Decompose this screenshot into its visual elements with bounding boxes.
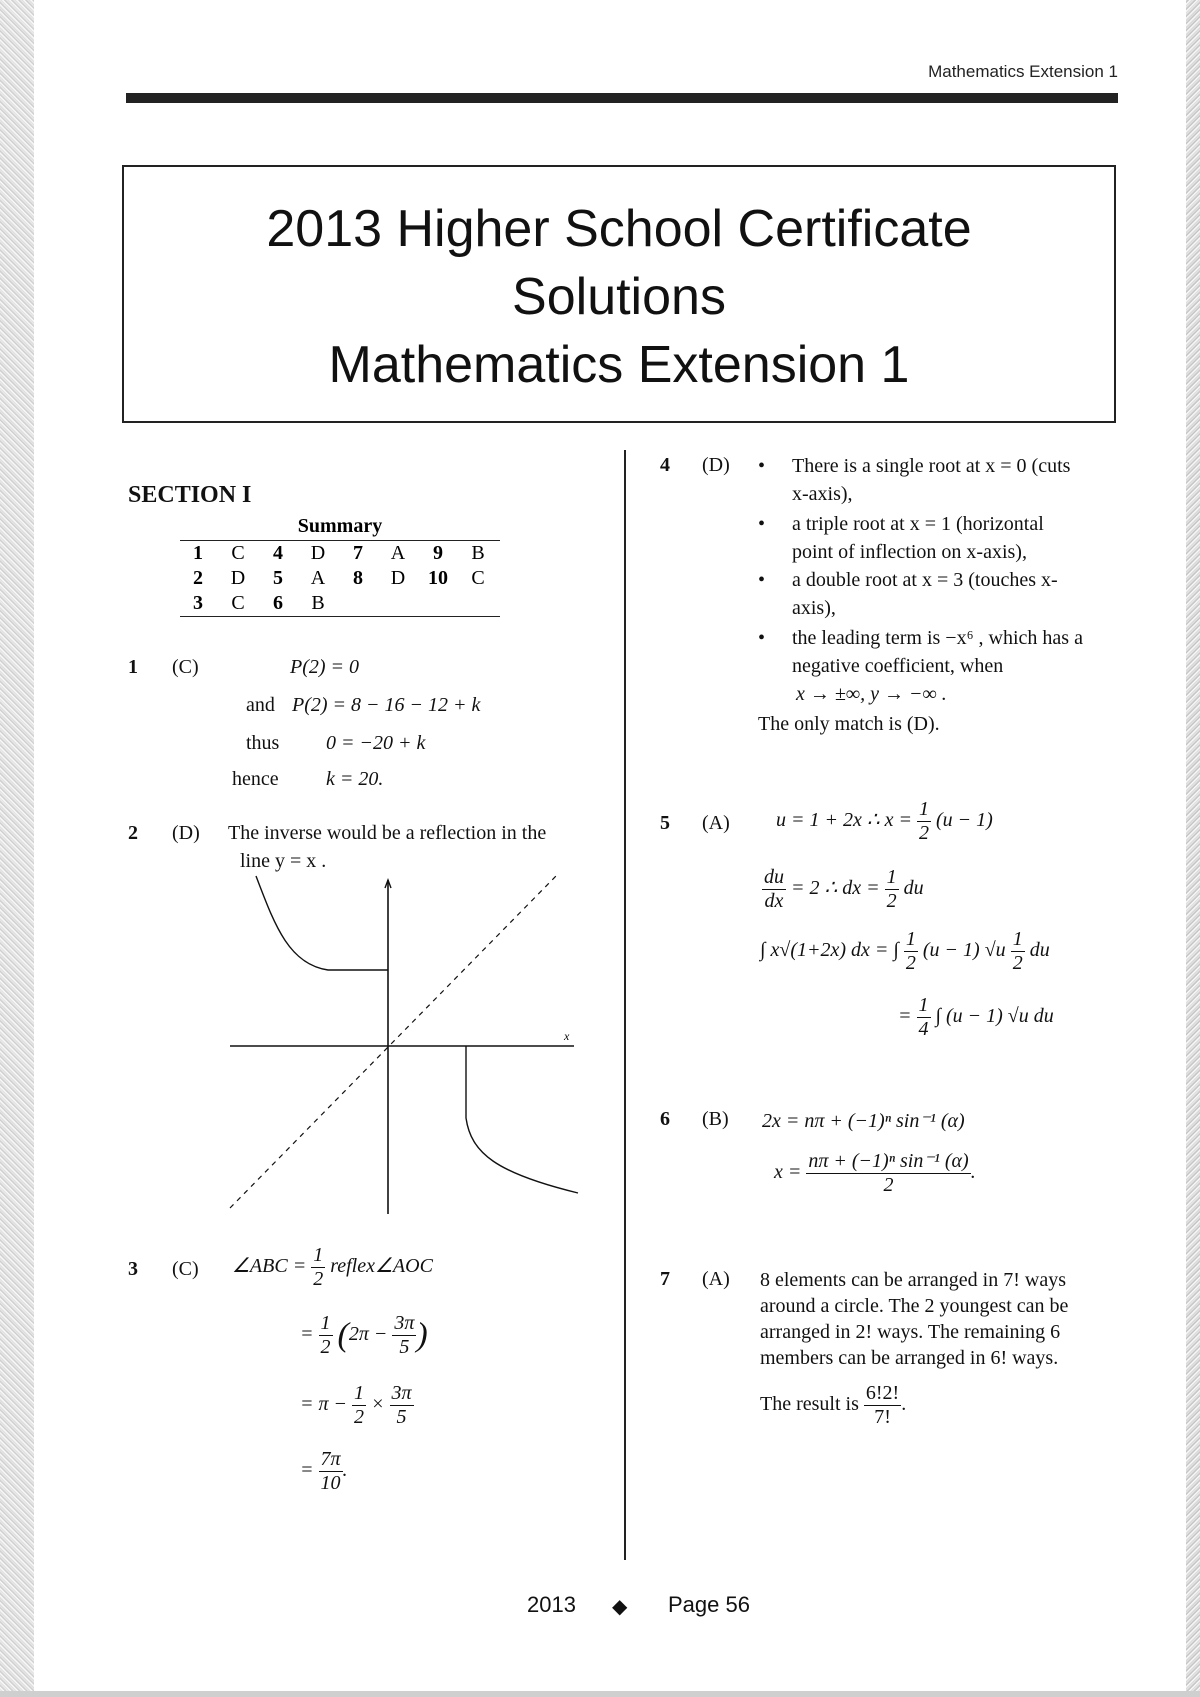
frac-num: 1 <box>313 1244 324 1266</box>
frac-num: 1 <box>905 928 916 950</box>
summary-q <box>420 591 456 617</box>
summary-q: 1 <box>193 542 203 564</box>
q2-answer: (D) <box>172 822 200 844</box>
frac-den: 2 <box>918 822 929 844</box>
footer-page: Page 56 <box>668 1592 750 1617</box>
q4-bullet-4c: x → ±∞, y → −∞ . <box>796 683 947 705</box>
q7-text-3: arranged in 2! ways. The remaining 6 <box>760 1321 1061 1343</box>
frac-num: 1 <box>354 1382 365 1404</box>
q3-reflex: reflex∠AOC <box>330 1255 433 1278</box>
title-line-2: Solutions <box>512 268 726 326</box>
frac-den: 2 <box>1012 952 1023 974</box>
summary-q <box>340 591 376 617</box>
q2-text-1: The inverse would be a reflection in the <box>228 822 547 844</box>
bullet-icon: • <box>758 455 766 477</box>
title-line-3: Mathematics Extension 1 <box>328 336 910 394</box>
table-row <box>180 566 500 591</box>
q1-line-3: 0 = −20 + k <box>326 732 426 754</box>
summary-a: D <box>230 567 246 589</box>
summary-q: 7 <box>353 542 363 564</box>
frac-den: 10 <box>320 1472 341 1494</box>
q3-line-3 <box>300 1382 414 1429</box>
summary-a: C <box>216 591 260 617</box>
q2-number: 2 <box>128 822 138 844</box>
frac-den: 5 <box>396 1406 407 1428</box>
summary-a: D <box>310 542 326 564</box>
q1-line-1: P(2) = 0 <box>290 656 360 678</box>
title-line-1: 2013 Higher School Certificate <box>266 200 972 258</box>
q5-sub-right: (u − 1) <box>935 809 993 832</box>
frac-num: 1 <box>886 866 897 888</box>
period: . <box>970 1161 976 1184</box>
q4-bullet-3a: a double root at x = 3 (touches x- <box>792 569 1058 591</box>
q5-integrand: (u − 1) √u <box>922 939 1006 962</box>
q4-number: 4 <box>660 454 670 476</box>
q1-line-4: k = 20. <box>326 768 384 790</box>
q1-label-and: and <box>246 694 275 716</box>
q5-line-2 <box>762 866 924 913</box>
fraction <box>864 1382 901 1429</box>
q7-answer: (A) <box>702 1268 730 1290</box>
q1-answer: (C) <box>172 656 199 678</box>
header-rule <box>126 93 1118 103</box>
summary-table <box>180 515 500 617</box>
q6-line-1: 2x = nπ + (−1)ⁿ sin⁻¹ (α) <box>762 1110 965 1132</box>
fraction <box>904 928 918 975</box>
diamond-icon: ◆ <box>612 1596 628 1618</box>
frac-num: 1 <box>918 798 929 820</box>
q5-du: du <box>1029 939 1050 962</box>
q4-bullet-2a: a triple root at x = 1 (horizontal <box>792 513 1044 535</box>
q1-label-hence: hence <box>232 768 279 790</box>
frac-den: 2 <box>320 1336 331 1358</box>
frac-num: 6!2! <box>865 1382 900 1404</box>
bullet-icon: • <box>758 513 766 535</box>
q7-result <box>760 1382 906 1429</box>
q5-result: ∫ (u − 1) √u du <box>935 1005 1054 1028</box>
q5-answer: (A) <box>702 812 730 834</box>
q7-text-1: 8 elements can be arranged in 7! ways <box>760 1269 1066 1291</box>
frac-num: 1 <box>918 994 929 1016</box>
q3-pi-minus: = π − <box>300 1393 348 1416</box>
summary-a: A <box>310 567 326 589</box>
frac-num: 1 <box>320 1312 331 1334</box>
summary-q: 8 <box>353 567 363 589</box>
summary-a <box>376 591 420 617</box>
frac-num: 3π <box>394 1312 415 1334</box>
times: × <box>371 1393 385 1416</box>
frac-num: du <box>764 866 784 888</box>
q4-bullet-3b: axis), <box>792 597 836 619</box>
scan-edge-right <box>1186 0 1200 1697</box>
q4-bullet-4a: the leading term is −x⁶ , which has a <box>792 627 1083 649</box>
frac-den: dx <box>764 890 784 912</box>
q5-line-4 <box>898 994 1054 1041</box>
x-axis-label: x <box>564 1029 570 1043</box>
fraction <box>762 866 786 913</box>
q5-number: 5 <box>660 812 670 834</box>
fraction <box>352 1382 366 1429</box>
q6-line-2 <box>774 1150 976 1197</box>
q2-graph <box>226 868 592 1214</box>
q2-text-2: line y = x . <box>240 850 327 872</box>
equals: = <box>300 1323 314 1346</box>
section-heading: SECTION I <box>128 482 252 508</box>
frac-den: 7! <box>874 1406 891 1428</box>
q5-line-3 <box>760 928 1050 975</box>
q7-number: 7 <box>660 1268 670 1290</box>
fraction <box>917 994 931 1041</box>
equals: = <box>898 1005 912 1028</box>
fraction <box>392 1312 416 1359</box>
q1-label-thus: thus <box>246 732 280 754</box>
q3-line-1 <box>232 1244 433 1291</box>
fraction <box>806 1150 970 1197</box>
q7-text-4: members can be arranged in 6! ways. <box>760 1347 1059 1369</box>
fraction <box>917 798 931 845</box>
curve-upper-left <box>256 876 388 970</box>
q4-bullet-2b: point of inflection on x-axis), <box>792 541 1027 563</box>
summary-a: C <box>471 567 485 589</box>
column-divider <box>624 450 626 1560</box>
q5-du: du <box>903 877 924 900</box>
q6-answer: (B) <box>702 1108 729 1130</box>
summary-q: 5 <box>273 567 283 589</box>
q4-answer: (D) <box>702 454 730 476</box>
summary-a: A <box>390 542 406 564</box>
q7-text-2: around a circle. The 2 youngest can be <box>760 1295 1069 1317</box>
q4-bullet-4b: negative coefficient, when <box>792 655 1004 677</box>
q5-integral: ∫ x√(1+2x) dx = ∫ <box>760 939 899 962</box>
bullet-icon: • <box>758 627 766 649</box>
summary-a: D <box>390 567 406 589</box>
q3-inner: 2π − <box>348 1323 388 1346</box>
title-box <box>122 165 1116 423</box>
frac-num: nπ + (−1)ⁿ sin⁻¹ (α) <box>808 1150 969 1172</box>
frac-num: 1 <box>1012 928 1023 950</box>
footer-year: 2013 <box>527 1592 576 1617</box>
summary-q: 6 <box>260 591 296 617</box>
frac-den: 2 <box>354 1406 365 1428</box>
fraction <box>885 866 899 913</box>
frac-den: 5 <box>399 1336 410 1358</box>
frac-den: 2 <box>905 952 916 974</box>
scan-edge-bottom <box>0 1691 1200 1697</box>
summary-a <box>456 591 500 617</box>
frac-den: 4 <box>918 1018 929 1040</box>
equals: = <box>300 1459 314 1482</box>
q4-bullet-1b: x-axis), <box>792 483 853 505</box>
table-row <box>180 591 500 617</box>
q1-number: 1 <box>128 656 138 678</box>
summary-a: B <box>471 542 485 564</box>
bullet-icon: • <box>758 569 766 591</box>
q6-number: 6 <box>660 1108 670 1130</box>
q5-line-1 <box>776 798 993 845</box>
fraction <box>319 1312 333 1359</box>
fraction <box>319 1448 343 1495</box>
fraction <box>311 1244 325 1291</box>
summary-a: B <box>296 591 340 617</box>
table-row <box>180 541 500 567</box>
summary-q: 9 <box>433 542 443 564</box>
summary-q: 3 <box>180 591 216 617</box>
fraction <box>1011 928 1025 975</box>
q3-lhs: ∠ABC = <box>232 1255 307 1278</box>
running-header: Mathematics Extension 1 <box>928 62 1118 81</box>
frac-den: 2 <box>886 890 897 912</box>
q6-x-equals: x = <box>774 1161 802 1184</box>
frac-num: 3π <box>391 1382 412 1404</box>
q3-number: 3 <box>128 1258 138 1280</box>
curve-lower-right <box>466 1046 578 1193</box>
frac-den: 2 <box>883 1174 894 1196</box>
summary-q: 2 <box>193 567 203 589</box>
q1-line-2: P(2) = 8 − 16 − 12 + k <box>292 694 481 716</box>
summary-caption: Summary <box>180 515 500 541</box>
scan-edge-left <box>0 0 34 1697</box>
period: . <box>901 1393 907 1416</box>
summary-q: 4 <box>273 542 283 564</box>
summary-q: 10 <box>428 567 448 589</box>
q7-result-label: The result is <box>760 1393 859 1416</box>
q5-sub: u = 1 + 2x ∴ x = <box>776 809 912 832</box>
summary-a: C <box>231 542 245 564</box>
fraction <box>390 1382 414 1429</box>
q3-line-2: = $\frac{1}{2}$ (2π − $\frac{3\pi}{5}$ ) <box>300 1312 428 1358</box>
frac-num: 7π <box>320 1448 341 1470</box>
q3-answer: (C) <box>172 1258 199 1280</box>
q4-conclusion: The only match is (D). <box>758 713 940 735</box>
q3-line-4 <box>300 1448 348 1495</box>
frac-den: 2 <box>313 1268 324 1290</box>
q5-derivative: = 2 ∴ dx = <box>791 877 880 900</box>
q4-bullet-1a: There is a single root at x = 0 (cuts <box>792 455 1071 477</box>
line-y-equals-x <box>230 876 556 1208</box>
period: . <box>342 1459 348 1482</box>
